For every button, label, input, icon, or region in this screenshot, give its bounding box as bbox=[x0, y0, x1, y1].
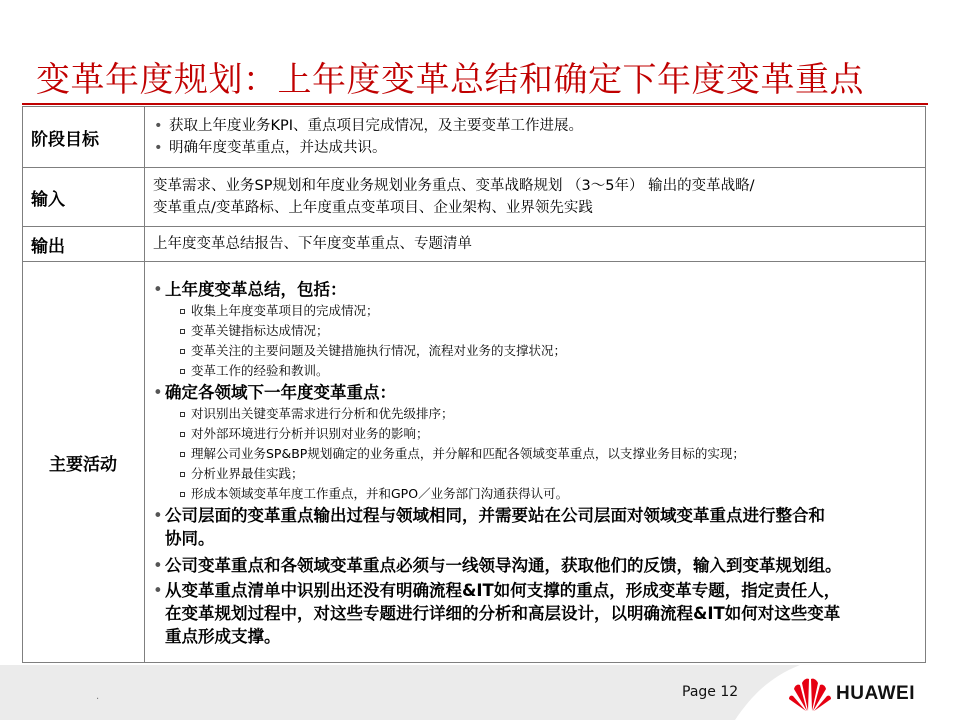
table-row-input bbox=[23, 168, 926, 227]
activity-subitem: 收集上年度变革项目的完成情况； bbox=[153, 301, 917, 321]
page-title: 变革年度规划：上年度变革总结和确定下年度变革重点 bbox=[36, 60, 864, 100]
activity-point-line: 在变革规划过程中，对这些专题进行详细的分析和高层设计，以明确流程&IT如何对这些变革 bbox=[165, 604, 841, 623]
table-row-output bbox=[23, 227, 926, 262]
activity-point bbox=[153, 504, 917, 550]
activity-subitem: 变革关键指标达成情况； bbox=[153, 321, 917, 341]
table-row-activities bbox=[23, 262, 926, 663]
activities-content bbox=[145, 262, 926, 663]
footer-bar bbox=[0, 665, 960, 720]
activity-point bbox=[153, 579, 917, 648]
page-number: Page 12 bbox=[682, 684, 739, 700]
activity-point-line: • 公司层面的变革重点输出过程与领域相同，并需要站在公司层面对领域变革重点进行整合和 bbox=[165, 506, 825, 525]
activity-heading: • 上年度变革总结，包括： bbox=[153, 278, 917, 301]
table-row-goal bbox=[23, 107, 926, 168]
huawei-petal-logo-icon bbox=[788, 677, 832, 713]
footer-dot: . bbox=[96, 691, 100, 702]
goal-content bbox=[145, 107, 926, 168]
output-content: 上年度变革总结报告、下年度变革重点、专题清单 bbox=[145, 227, 926, 262]
goal-item: • 获取上年度业务KPI、重点项目完成情况，及主要变革工作进展。 bbox=[153, 115, 917, 137]
activity-point-line: 重点形成支撑。 bbox=[165, 627, 281, 646]
brand-name: HUAWEI bbox=[836, 683, 915, 704]
activity-point: • 公司变革重点和各领域变革重点必须与一线领导沟通，获取他们的反馈，输入到变革规划组。 bbox=[153, 554, 917, 577]
activity-heading: • 确定各领域下一年度变革重点： bbox=[153, 381, 917, 404]
activity-subitem: 对外部环境进行分析并识别对业务的影响； bbox=[153, 424, 917, 444]
goal-item: • 明确年度变革重点，并达成共识。 bbox=[153, 137, 917, 159]
activity-subitem: 理解公司业务SP&BP规划确定的业务重点，并分解和匹配各领域变革重点，以支撑业务目标的实现； bbox=[153, 444, 917, 464]
output-label: 输出 bbox=[23, 227, 145, 262]
activity-subitem: 变革关注的主要问题及关键措施执行情况，流程对业务的支撑状况； bbox=[153, 341, 917, 361]
input-content bbox=[145, 168, 926, 227]
title-underline bbox=[22, 103, 928, 105]
input-line: 变革需求、业务SP规划和年度业务规划业务重点、变革战略规划 （3～5年） 输出的变革战略/ bbox=[153, 178, 755, 194]
activity-subitem: 变革工作的经验和教训。 bbox=[153, 361, 917, 381]
activity-subitem: 形成本领域变革年度工作重点，并和GPO／业务部门沟通获得认可。 bbox=[153, 484, 917, 504]
activity-point-line: 协同。 bbox=[165, 529, 215, 548]
plan-table bbox=[22, 106, 926, 663]
activities-label: 主要活动 bbox=[23, 262, 145, 663]
input-label: 输入 bbox=[23, 168, 145, 227]
activity-subitem: 对识别出关键变革需求进行分析和优先级排序； bbox=[153, 404, 917, 424]
activity-point-line: • 从变革重点清单中识别出还没有明确流程&IT如何支撑的重点，形成变革专题，指定责任人， bbox=[165, 581, 841, 600]
activity-subitem: 分析业界最佳实践； bbox=[153, 464, 917, 484]
goal-label: 阶段目标 bbox=[23, 107, 145, 168]
input-line: 变革重点/变革路标、上年度重点变革项目、企业架构、业界领先实践 bbox=[153, 200, 593, 216]
